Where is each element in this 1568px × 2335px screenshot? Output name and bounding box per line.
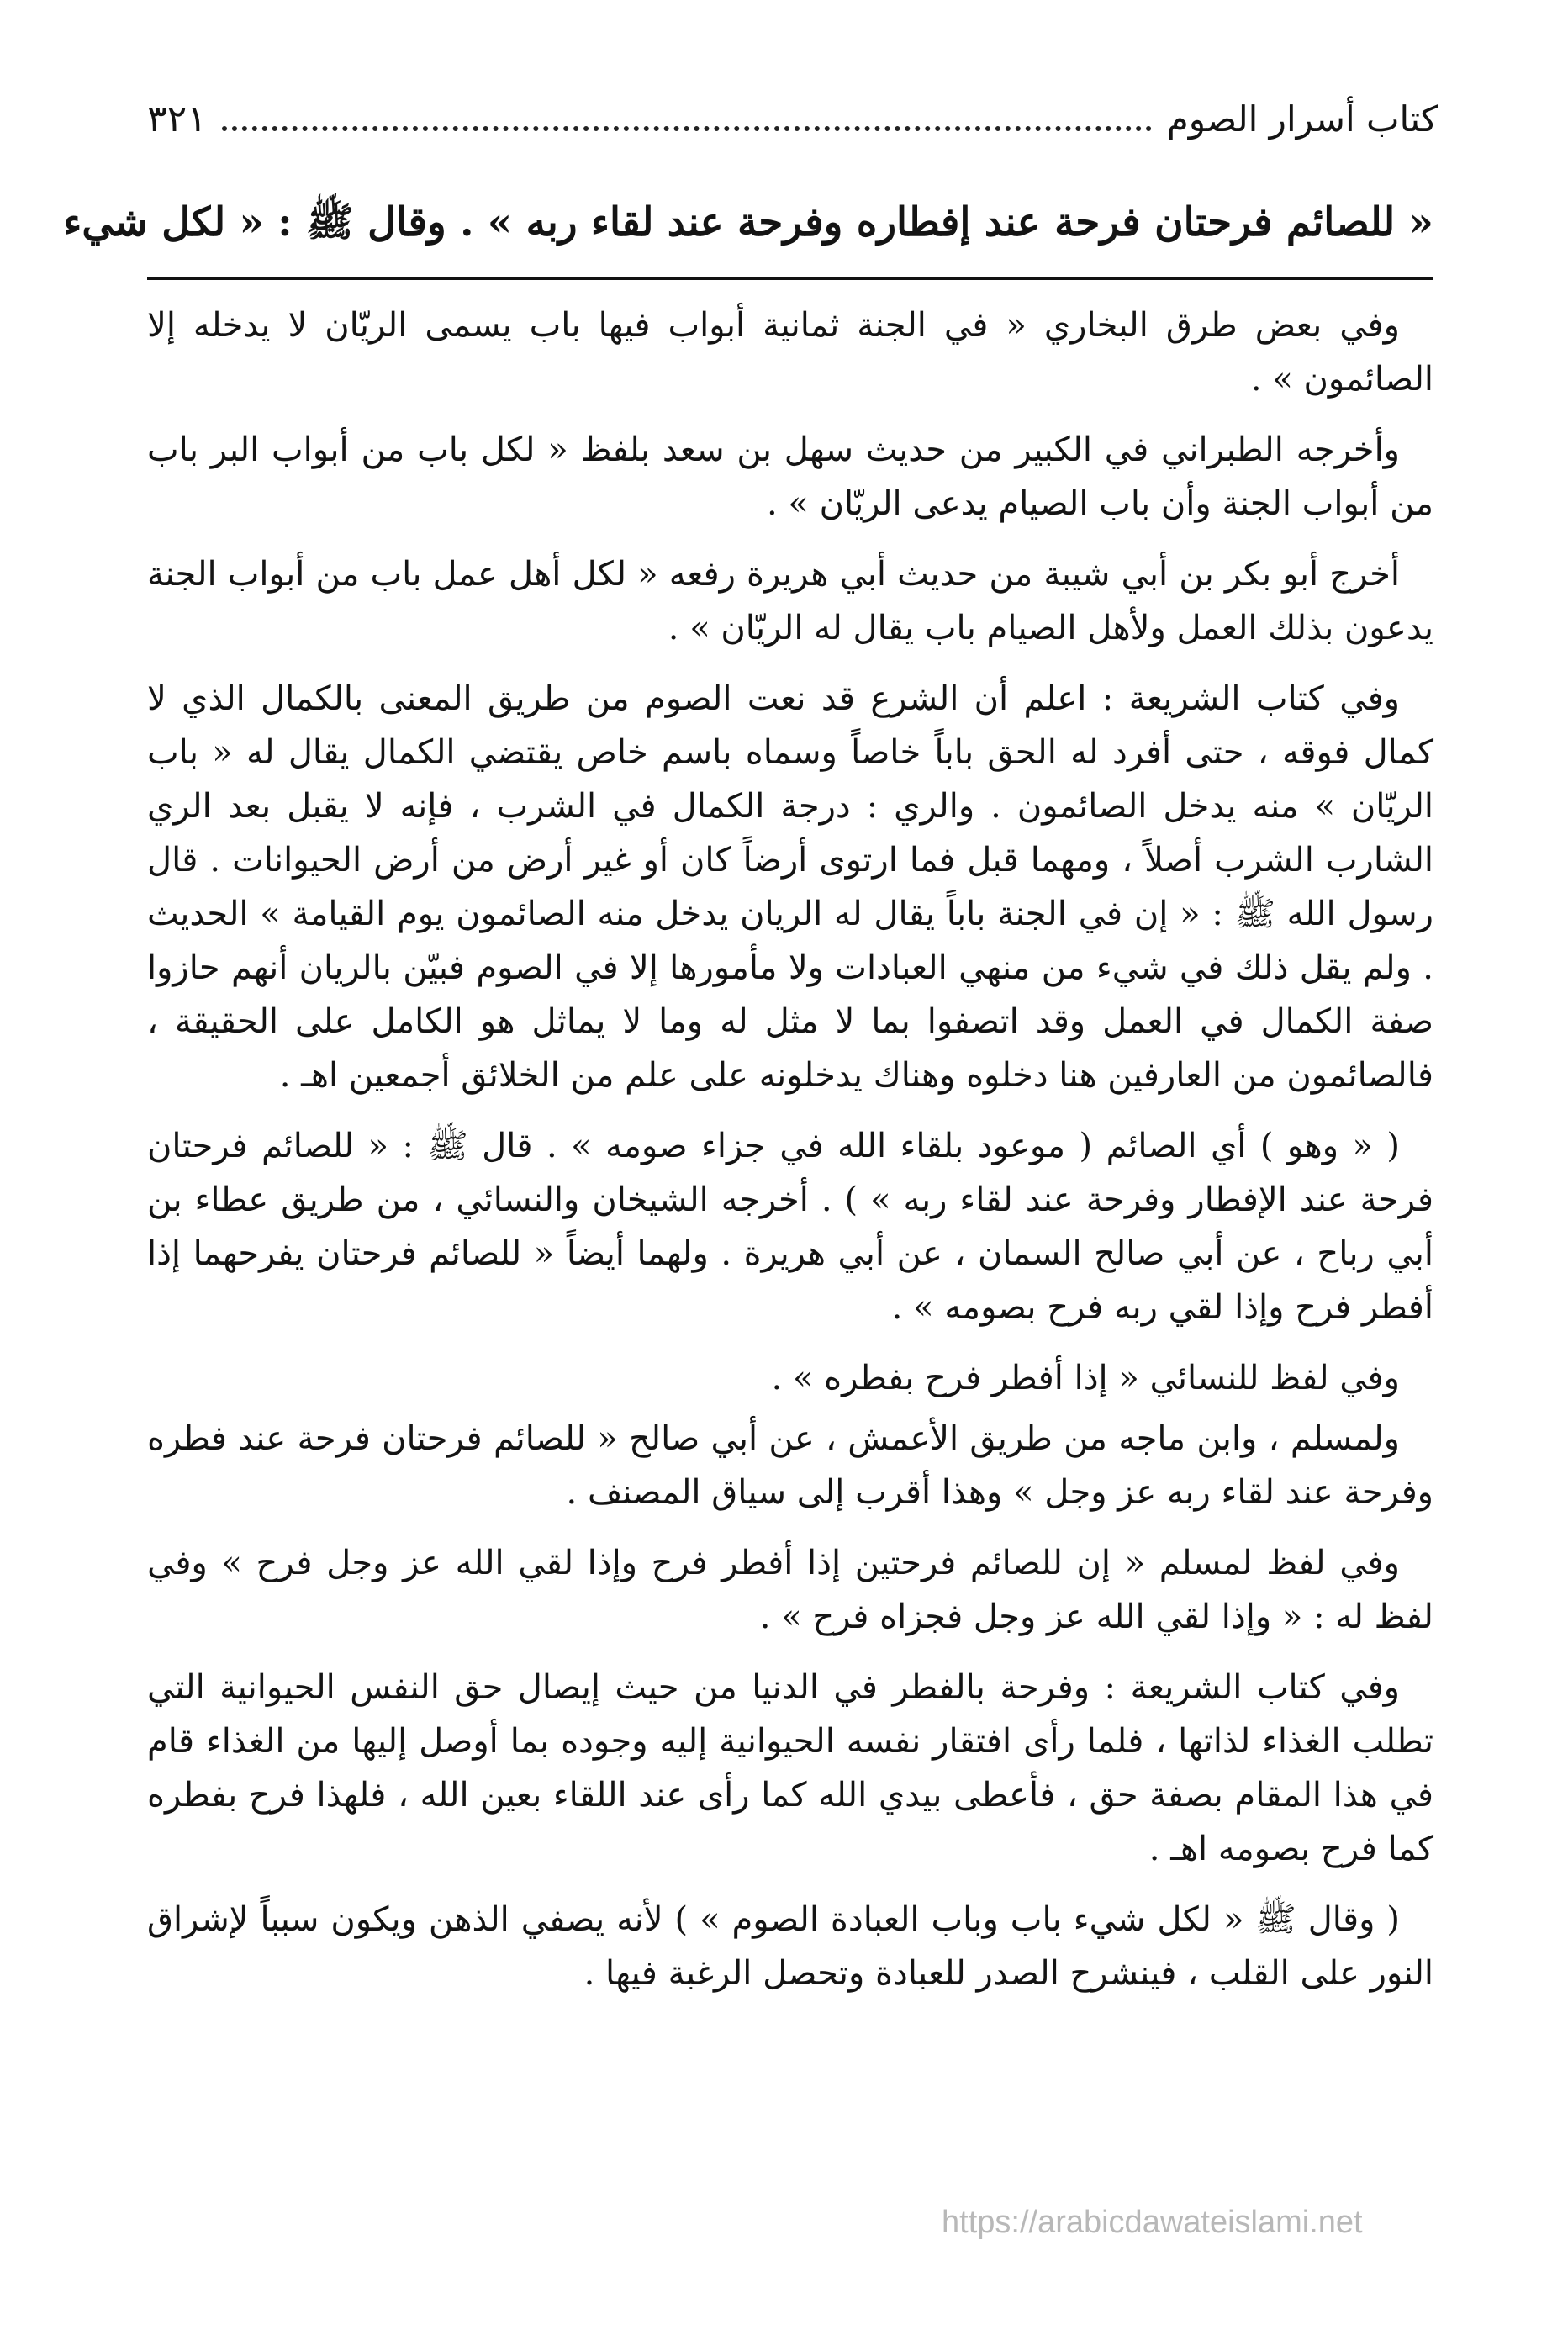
watermark-url: https://arabicdawateislami.net (942, 2205, 1363, 2240)
paragraph: وأخرجه الطبراني في الكبير من حديث سهل بن سعد بلفظ « لكل باب من أبواب البر باب من أبواب الجنة وأن باب الصيام يدعى الريّان » . (147, 431, 1433, 523)
matn-text: « للصائم فرحتان فرحة عند إفطاره وفرحة عند لقاء ربه » . وقال ﷺ : « لكل شيء (63, 199, 1433, 246)
paragraph: أخرج أبو بكر بن أبي شيبة من حديث أبي هريرة رفعه « لكل أهل عمل باب من أبواب الجنة يدعون بذلك العمل ولأهل الصيام باب يقال له الريّان » . (147, 555, 1433, 647)
paragraph: ( « وهو ) أي الصائم ( موعود بلقاء الله في جزاء صومه » . قال ﷺ : « للصائم فرحتان فرحة عند الإفطار وفرحة عند لقاء ربه » ) . أخرجه الشيخان والنسائي ، من طريق عطاء بن أبي رباح ، عن أبي صالح السمان ، عن أبي هريرة . ولهما أيضاً « للصائم فرحتان يفرحهما إذا أفطر فرح وإذا لقي ربه فرح بصومه » . (147, 1127, 1433, 1327)
book-title: كتاب أسرار الصوم (1166, 98, 1438, 140)
header-leader-dots (222, 126, 1152, 131)
paragraph: ( وقال ﷺ « لكل شيء باب وباب العبادة الصوم » ) لأنه يصفي الذهن ويكون سبباً لإشراق النور على القلب ، فينشرح الصدر للعبادة وتحصل الرغبة فيها . (147, 1900, 1433, 1993)
commentary-body (147, 298, 1433, 2017)
paragraph: ولمسلم ، وابن ماجه من طريق الأعمش ، عن أبي صالح « للصائم فرحتان فرحة عند فطره وفرحة عند لقاء ربه عز وجل » وهذا أقرب إلى سياق المصنف . (147, 1419, 1433, 1512)
paragraph: وفي لفظ لمسلم « إن للصائم فرحتين إذا أفطر فرح وإذا لقي الله عز وجل فرح » وفي لفظ له : « وإذا لقي الله عز وجل فجزاه فرح » . (147, 1544, 1433, 1636)
paragraph: وفي كتاب الشريعة : وفرحة بالفطر في الدنيا من حيث إيصال حق النفس الحيوانية التي تطلب الغذاء لذاتها ، فلما رأى افتقار نفسه الحيوانية إليه وجوده بما أوصل إليها من الغذاء قام في هذا المقام بصفة حق ، فأعطى بيدي الله كما رأى عند اللقاء بعين الله ، فلهذا فرح بفطره كما فرح بصومه اهـ . (147, 1668, 1433, 1868)
page-number: ٣٢١ (147, 98, 207, 140)
matn-separator-rule (147, 277, 1433, 280)
paragraph: وفي بعض طرق البخاري « في الجنة ثمانية أبواب فيها باب يسمى الريّان لا يدخله إلا الصائمون » . (147, 306, 1433, 399)
paragraph: وفي لفظ للنسائي « إذا أفطر فرح بفطره » . (771, 1359, 1400, 1397)
running-header (147, 94, 1438, 145)
paragraph: وفي كتاب الشريعة : اعلم أن الشرع قد نعت الصوم من طريق المعنى بالكمال الذي لا كمال فوقه ، حتى أفرد له الحق باباً خاصاً وسماه باسم خاص يقتضي الكمال يقال له « باب الريّان » منه يدخل الصائمون . والري : درجة الكمال في الشرب ، فإنه لا يقبل بعد الري الشارب الشرب أصلاً ، ومهما قبل فما ارتوى أرضاً كان أو غير أرض من أرض الحيوانات . قال رسول الله ﷺ : « إن في الجنة باباً يقال له الريان يدخل منه الصائمون يوم القيامة » الحديث . ولم يقل ذلك في شيء من منهي العبادات ولا مأمورها إلا في الصوم فبيّن بالريان أنهم حازوا صفة الكمال في العمل وقد اتصفوا بما لا مثل له وما لا يماثل هو الكامل على الحقيقة ، فالصائمون من العارفين هنا دخلوه وهناك يدخلونه على علم من الخلائق أجمعين اهـ . (147, 679, 1433, 1095)
